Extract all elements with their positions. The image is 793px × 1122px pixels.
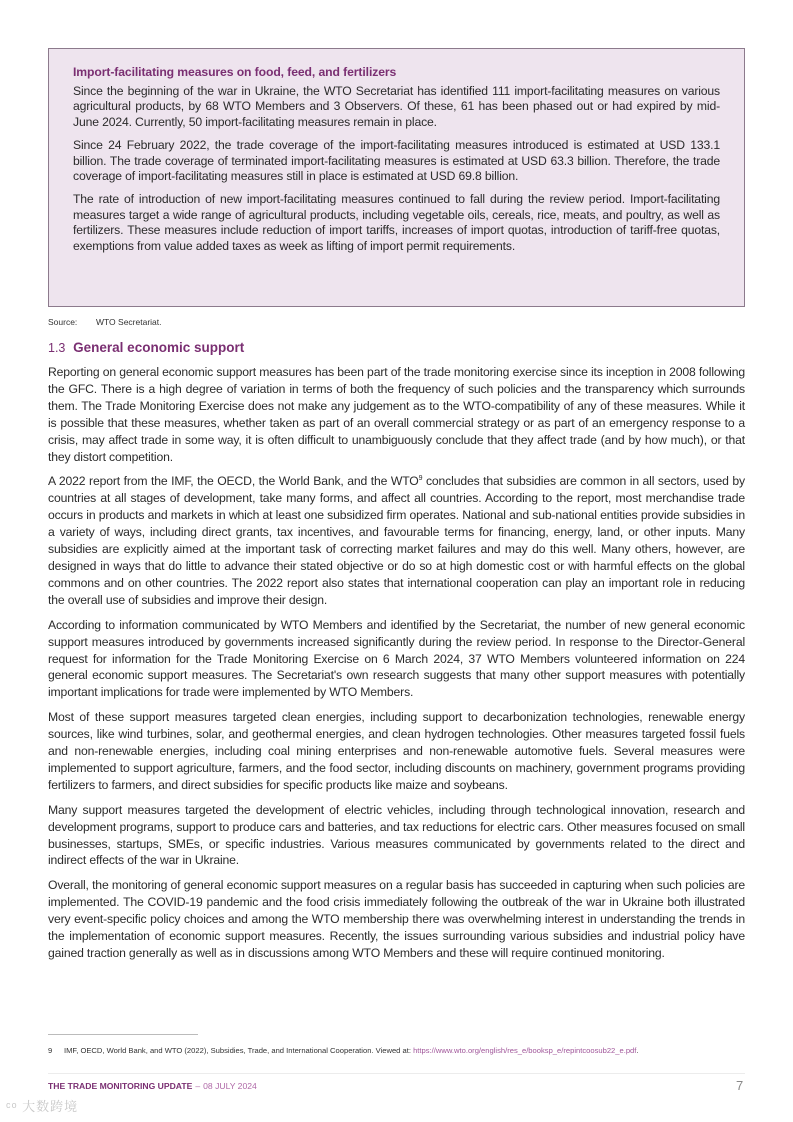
box-paragraph-3: The rate of introduction of new import-facilitating measures continued to fall during the review period. Import-facilitating measures target a wide range of agricultural products, including vegetable oils, cereals, rice, meats, and poultry, as well as fertilizers. These measures include reduction of import tariffs, increases of import quotas, introduction of tariff-free quotas, exemptions from value added taxes as week as lifting of import permit requirements. <box>73 192 720 253</box>
footnote-divider <box>48 1034 198 1035</box>
box-paragraph-1: Since the beginning of the war in Ukraine, the WTO Secretariat has identified 111 import-facilitating measures on various agricultural products, by 68 WTO Members and 3 Observers. Of these, 61 has been phased out or had expired by mid-June 2024. Currently, 50 import-facilitating measures remain in place. <box>73 84 720 129</box>
section-heading <box>48 340 244 355</box>
footnote-ref-9[interactable]: 9 <box>418 475 423 483</box>
body-paragraph-5: Many support measures targeted the development of electric vehicles, including through technological innovation, research and development programs, support to produce cars and batteries, and tax reductions for electric cars. Other measures focused on small businesses, startups, SMEs, or specific industries. Various measures communicated by governments related to the direct and indirect effects of the war in Ukraine. <box>48 802 745 868</box>
footnote-link[interactable]: https://www.wto.org/english/res_e/booksp_e/repintcoosub22_e.pdf <box>413 1046 637 1055</box>
footnote-9 <box>48 1046 639 1055</box>
section-title: General economic support <box>73 340 245 355</box>
body-paragraph-2-end: concludes that subsidies are common in all sectors, used by countries at all stages of development, take many forms, and affect all countries. According to the report, most merchandise trade occurs in products and markets in which at least one subsidized firm operates. National and sub-national entities provide subsidies in a variety of ways, including direct grants, tax incentives, and favourable terms for financing, energy, land, or other inputs. Many subsidies are explicitly aimed at the important task of correcting market failures and may do this well. Many others, however, are designed in ways that do little to advance their stated objective or do so at high domestic cost or with harmful effects on the global commons and on other countries. The 2022 report also states that international cooperation can play an important role in reducing the overall use of subsidies and improve their design. <box>48 474 745 607</box>
source-value: WTO Secretariat. <box>96 317 162 327</box>
body-paragraph-1: Reporting on general economic support measures has been part of the trade monitoring exercise since its inception in 2008 following the GFC. There is a high degree of variation in terms of both the frequency of such policies and the transparency which surrounds them. The Trade Monitoring Exercise does not make any judgement as to the WTO-compatibility of any of these measures. While it is possible that these measures, whether taken as part of an overall commercial strategy or as part of an emergency response to a crisis, may affect trade in some way, it is often difficult to unambiguously conclude that they affect trade (and by how much), or that they distort competition. <box>48 365 745 464</box>
box-title: Import-facilitating measures on food, feed, and fertilizers <box>73 65 397 79</box>
page-number: 7 <box>736 1078 744 1093</box>
source-note <box>48 317 162 327</box>
publication-date: 08 JULY 2024 <box>203 1081 257 1091</box>
body-paragraph-3: According to information communicated by WTO Members and identified by the Secretariat, the number of new general economic support measures introduced by governments increased significantly during the review period. In response to the Director-General request for information for the Trade Monitoring Exercise on 6 March 2024, 37 WTO Members volunteered information on 224 general economic support measures. The Secretariat's own research suggests that many other support measures with potentially important implications for trade were implemented by WTO Members. <box>48 617 745 700</box>
box-paragraph-2: Since 24 February 2022, the trade coverage of the import-facilitating measures introduced is estimated at USD 133.1 billion. The trade coverage of terminated import-facilitating measures is estimated at USD 63.3 billion. Therefore, the trade coverage of import-facilitating measures still in place is estimated at USD 69.8 billion. <box>73 138 720 184</box>
body-text <box>48 364 745 970</box>
section-number: 1.3 <box>48 341 66 355</box>
footer-separator: – <box>195 1081 201 1091</box>
body-paragraph-2-start: A 2022 report from the IMF, the OECD, the World Bank, and the WTO <box>48 474 419 489</box>
info-box-import-facilitating <box>48 48 745 307</box>
footnote-text: IMF, OECD, World Bank, and WTO (2022), Subsidies, Trade, and International Cooperation. Viewed at: <box>64 1046 414 1055</box>
page-footer <box>48 1081 257 1091</box>
body-paragraph-2 <box>48 473 745 608</box>
publication-title: THE TRADE MONITORING UPDATE <box>48 1081 193 1091</box>
body-paragraph-6: Overall, the monitoring of general economic support measures on a regular basis has succeeded in capturing when such policies are implemented. The COVID-19 pandemic and the food crisis immediately following the outbreak of the war in Ukraine both illustrated very event-specific policy choices and among the WTO membership there was overwhelming interest in understanding the trends in the implementation of economic support measures. Recently, the issues surrounding various subsidies and industrial policy have gained traction generally as well as in discussions among WTO Members and these will require continued monitoring. <box>48 878 745 960</box>
footer-divider <box>48 1073 745 1074</box>
watermark-logo: ᶜᵒ 大数跨境 <box>6 1099 79 1114</box>
body-paragraph-4: Most of these support measures targeted clean energies, including support to decarbonization technologies, renewable energy sources, like wind turbines, solar, and geothermal energies, and clean hydrogen technologies. Other measures targeted fossil fuels and non-renewable energies, including coal mining enterprises and non-renewable automotive fuels. Several measures were implemented to support agriculture, farmers, and the food sector, including discounts on machinery, government programs providing fertilizers to farmers, and direct subsidies for specific products like maize and soybeans. <box>48 710 745 792</box>
source-label: Source: <box>48 317 78 327</box>
footnote-end: . <box>636 1046 639 1055</box>
footnote-number: 9 <box>48 1046 53 1055</box>
